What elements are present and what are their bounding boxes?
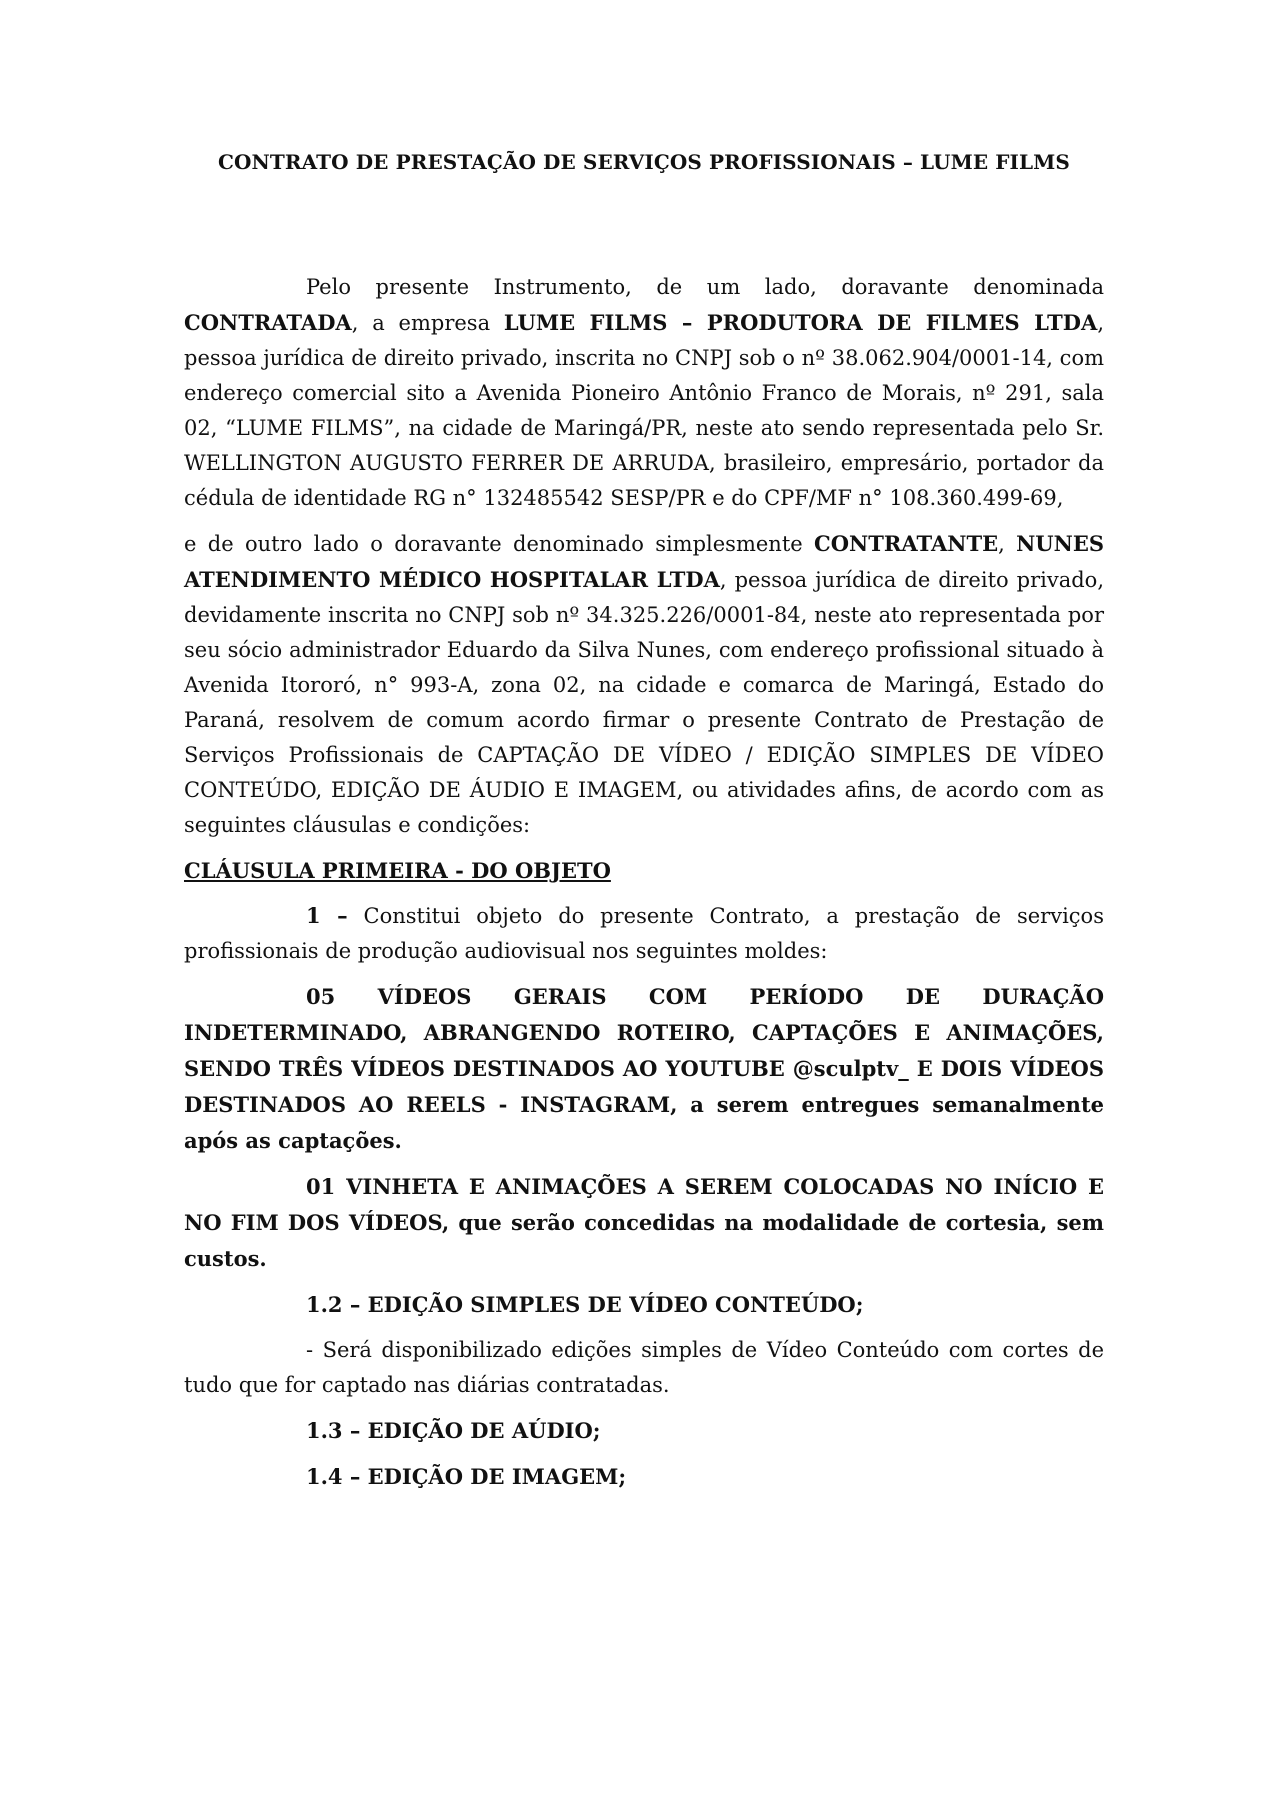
clause-one-heading: CLÁUSULA PRIMEIRA - DO OBJETO <box>184 858 611 883</box>
item-1-text: Constitui objeto do presente Contrato, a prestação de serviços profissionais de produção audiovisual nos seguintes moldes: <box>184 904 1104 963</box>
para1-text-2: , a empresa <box>351 311 504 335</box>
contratante-paragraph <box>184 526 1104 843</box>
para2-text-2: , <box>998 532 1017 556</box>
item-1-4-text: 1.4 – EDIÇÃO DE IMAGEM; <box>306 1464 627 1489</box>
contratada-paragraph <box>184 270 1104 516</box>
vinheta-paragraph <box>184 1169 1104 1277</box>
para1-text-1: Pelo presente Instrumento, de um lado, doravante denominada <box>306 275 1104 299</box>
contratante-label: CONTRATANTE <box>814 531 999 556</box>
para1-text-3: , pessoa jurídica de direito privado, inscrita no CNPJ sob o nº 38.062.904/0001-14, com endereço comercial sito a Avenida Pioneiro Antônio Franco de Morais, nº 291, sala 02, “LUME FILMS”, na cidade de Maringá/PR, neste ato sendo representada pelo Sr. WELLINGTON AUGUSTO FERRER DE ARRUDA, brasileiro, empresário, portador da cédula de identidade RG n° 132485542 SESP/PR e do CPF/MF n° 108.360.499-69, <box>184 311 1104 510</box>
para2-text-3: , pessoa jurídica de direito privado, devidamente inscrita no CNPJ sob nº 34.325.226/0001-84, neste ato representada por seu sócio administrador Eduardo da Silva Nunes, com endereço profissional situado à Avenida Itororó, n° 993-A, zona 02, na cidade e comarca de Maringá, Estado do Paraná, resolvem de comum acordo firmar o presente Contrato de Prestação de Serviços Profissionais de CAPTAÇÃO DE VÍDEO / EDIÇÃO SIMPLES DE VÍDEO CONTEÚDO, EDIÇÃO DE ÁUDIO E IMAGEM, ou atividades afins, de acordo com as seguintes cláusulas e condições: <box>184 568 1104 837</box>
contratada-label: CONTRATADA <box>184 310 352 335</box>
videos-paragraph <box>184 979 1104 1159</box>
item-1-number: 1 – <box>306 903 348 928</box>
videos-text: 05 VÍDEOS GERAIS COM PERÍODO DE DURAÇÃO INDETERMINADO, ABRANGENDO ROTEIRO, CAPTAÇÕES E ANIMAÇÕES, SENDO TRÊS VÍDEOS DESTINADOS AO YOUTUBE @sculptv_ E DOIS VÍDEOS DESTINADOS AO REELS - INSTAGRAM, a serem entregues semanalmente após as captações. <box>184 984 1104 1153</box>
item-1-2-heading <box>184 1287 1104 1323</box>
document-title: CONTRATO DE PRESTAÇÃO DE SERVIÇOS PROFISSIONAIS – LUME FILMS <box>218 150 1070 174</box>
item-1-3-heading <box>184 1413 1104 1449</box>
clause-one-item-1 <box>184 898 1104 969</box>
vinheta-text: 01 VINHETA E ANIMAÇÕES A SEREM COLOCADAS NO INÍCIO E NO FIM DOS VÍDEOS, que serão concedidas na modalidade de cortesia, sem custos. <box>184 1174 1104 1271</box>
item-1-3-text: 1.3 – EDIÇÃO DE AÚDIO; <box>306 1418 601 1443</box>
item-1-4-heading <box>184 1459 1104 1495</box>
contratada-company-name: LUME FILMS – PRODUTORA DE FILMES LTDA <box>503 310 1098 335</box>
item-1-2-text: 1.2 – EDIÇÃO SIMPLES DE VÍDEO CONTEÚDO; <box>306 1292 864 1317</box>
item-1-2-description: - Será disponibilizado edições simples de Vídeo Conteúdo com cortes de tudo que for captado nas diárias contratadas. <box>184 1338 1104 1397</box>
contratante-company-name: NUNES ATENDIMENTO MÉDICO HOSPITALAR LTDA <box>184 531 1104 592</box>
para2-text-1: e de outro lado o doravante denominado simplesmente <box>184 532 815 556</box>
